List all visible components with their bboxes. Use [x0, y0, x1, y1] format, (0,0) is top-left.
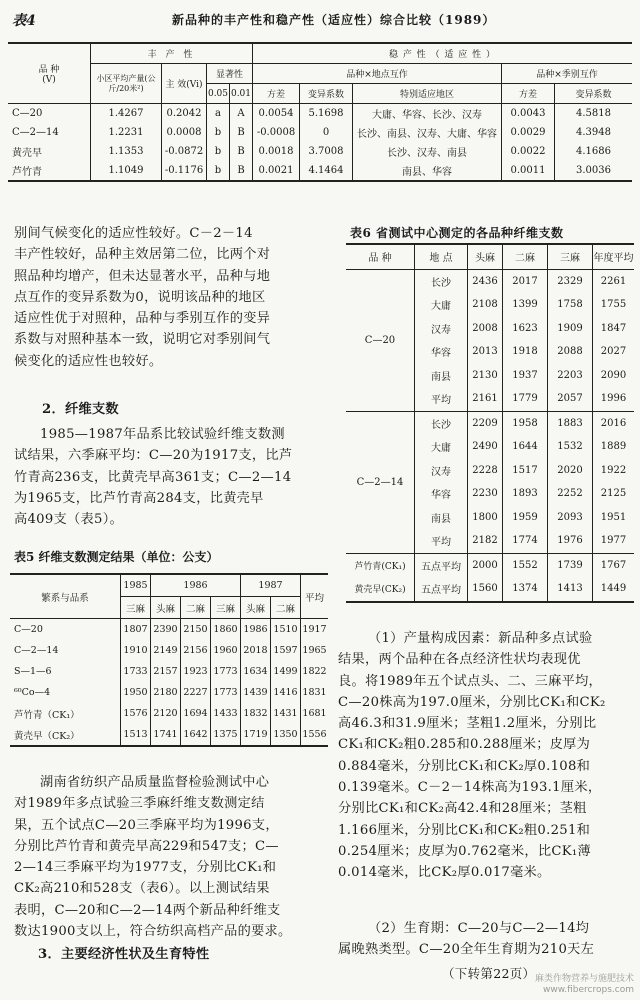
t5-cell: 1719	[241, 724, 271, 746]
t4-cell: -0.1176	[162, 161, 207, 181]
text-line: 竹青高236支，比黄壳早高361支；C—2—14	[14, 469, 292, 485]
t5-cell: 黄壳早（CK₂）	[10, 724, 121, 746]
text-line: 候变化的适应性也较好。	[14, 353, 163, 369]
text-line: 湖南省纺织产品质量监督检验测试中心	[40, 775, 270, 790]
t5-cell: 1733	[121, 661, 151, 682]
t4-h-vl: 品种×地点互作	[253, 64, 502, 84]
t6-cell: 1951	[600, 511, 627, 523]
text-line: 数达1900支以上，符合纺织高档产品的要求。	[14, 924, 292, 940]
t4-h-main: 主 效(Vi)	[162, 64, 207, 104]
t6-cell: 2490	[468, 435, 503, 459]
t5-cell: 2149	[151, 640, 181, 661]
t5-cell: 1416	[271, 682, 301, 703]
text-line: CK₁和CK₂粗0.285和0.288厘米；皮厚为	[338, 737, 591, 753]
t4-h-stab: 稳 产 性 （ 适 应 性 ）	[253, 43, 633, 64]
t5-cell: C—2—14	[10, 640, 121, 661]
t5-h-avg: 平均	[301, 574, 329, 619]
text-line: 对1989年多点试验三季麻纤维支数测定结	[14, 796, 265, 812]
t5-h-family: 繁系与品系	[10, 574, 121, 619]
text-line: 属晚熟类型。C—20全年生育期为210天左	[338, 942, 595, 958]
t6-cell: 1739	[548, 553, 593, 577]
t6-h: 品 种	[346, 244, 415, 269]
t6-cell: 2016	[600, 417, 627, 429]
t4-cell: 长沙、汉寿、南县	[353, 142, 502, 161]
t4-cell: 4.1464	[300, 161, 353, 181]
t4-h-vs: 品种×季别互作	[502, 64, 633, 84]
t6-cell: 1517	[503, 459, 548, 483]
t6-cell: 1893	[503, 482, 548, 506]
t4-cell: 1.4267	[91, 104, 162, 124]
t6-cell: 1959	[503, 506, 548, 530]
t6-cell: 南县	[415, 364, 468, 388]
table4-number: 表4	[12, 13, 36, 29]
t6-cell: 2000	[468, 553, 503, 577]
t6-cell: 2017	[503, 269, 548, 293]
table6-title: 表6 省测试中心测定的各品种纤维支数	[350, 226, 564, 240]
t5-h-1985: 1985	[121, 574, 151, 597]
text-line: 0.139毫米。C－2－14株高为193.1厘米，	[338, 780, 602, 796]
t5-h-sub: 头麻	[151, 597, 181, 619]
t6-cell: 1532	[548, 435, 593, 459]
t5-cell: 1960	[211, 640, 241, 661]
t4-cell: B	[230, 123, 253, 142]
t6-cell: 1922	[600, 464, 627, 476]
t6-cell: 2209	[468, 411, 503, 435]
t5-cell: 2120	[151, 703, 181, 724]
t5-cell: 1965	[302, 645, 327, 656]
t6-cell: 1413	[548, 577, 593, 602]
t6-cell: 1399	[503, 293, 548, 317]
table5-title: 表5 纤维支数测定结果（单位：公支）	[14, 550, 219, 564]
t6-cell: 2230	[468, 482, 503, 506]
text-line: 0.254厘米；皮厚为0.762毫米，比CK₁薄	[338, 843, 591, 859]
t4-cell: 大庸、华容、长沙、汉寿	[353, 104, 502, 124]
t5-cell: 2390	[151, 619, 181, 641]
t5-cell: 1773	[211, 682, 241, 703]
t5-h-sub: 二麻	[181, 597, 211, 619]
t4-cell: -0.0872	[162, 142, 207, 161]
t5-cell: 1910	[121, 640, 151, 661]
t5-h-sub: 头麻	[241, 597, 271, 619]
t6-cell: 2027	[600, 346, 627, 358]
watermark-line: www.fibercrops.com	[543, 985, 634, 995]
t4-h-sig: 显著性	[207, 64, 253, 84]
t4-h-cv: 变异系数	[300, 84, 353, 104]
t6-cell: 1767	[600, 559, 627, 571]
t6-cell: 2436	[468, 269, 503, 293]
t4-h-yield: 丰 产 性	[91, 43, 253, 64]
t6-cell: 芦竹青(CK₁)	[346, 553, 415, 577]
t6-h: 三麻	[548, 244, 593, 269]
t6-cell: 1847	[600, 322, 627, 334]
t5-cell: 1950	[121, 682, 151, 703]
t6-cell: 五点平均	[415, 577, 468, 602]
t4-cell: 0.0018	[253, 142, 300, 161]
t6-cell: 2329	[548, 269, 593, 293]
t4-cell: B	[230, 142, 253, 161]
t6-cell: 2013	[468, 340, 503, 364]
t4-cell: B	[230, 161, 253, 181]
text-line: CK₂高210和528支（表6）。以上测试结果	[14, 881, 270, 897]
text-line: 分别比芦竹青和黄壳早高229和547支；C—	[14, 838, 279, 854]
t6-h: 二麻	[503, 244, 548, 269]
para-right-2	[338, 918, 594, 961]
t6-cell: 汉寿	[415, 459, 468, 483]
t4-cell: b	[207, 142, 230, 161]
text-line: 良。将1989年五个试点头、二、三麻平均，	[338, 673, 603, 689]
t5-cell: 1431	[271, 703, 301, 724]
t6-cell: 南县	[415, 506, 468, 530]
t5-cell: 1642	[181, 724, 211, 746]
t6-cell: 1374	[503, 577, 548, 602]
t5-cell: 1634	[241, 661, 271, 682]
t6-cell: 2108	[468, 293, 503, 317]
section-heading-3: 3．主要经济性状及生育特性	[38, 947, 210, 962]
t5-cell: ⁶⁰Co—4	[10, 682, 121, 703]
text-line: 结果，两个品种在各点经济性状均表现优	[338, 652, 581, 668]
t4-cell: b	[207, 161, 230, 181]
para-left-1	[14, 223, 270, 372]
t5-cell: 1513	[121, 724, 151, 746]
text-line: 点互作的变异系数为0，说明该品种的地区	[14, 289, 266, 305]
t6-cell: 长沙	[415, 269, 468, 293]
text-line: （1）产量构成因素：新品种多点试验	[368, 631, 593, 646]
t4-cell: 4.3948	[576, 127, 611, 138]
t4-cell: 0.0043	[502, 104, 555, 124]
t6-cell: 华容	[415, 482, 468, 506]
t5-cell: 1773	[211, 661, 241, 682]
t4-cell: 1.2231	[91, 123, 162, 142]
t6-cell: 2008	[468, 317, 503, 341]
watermark	[535, 974, 634, 996]
t5-cell: 1860	[211, 619, 241, 641]
t5-cell: 1499	[271, 661, 301, 682]
para-left-3	[14, 772, 292, 942]
t4-h-variety2: (V)	[42, 75, 56, 85]
t6-cell: 2125	[600, 488, 627, 500]
t4-cell: b	[207, 123, 230, 142]
text-line: 丰产性较好，品种主效居第二位，比两个对	[14, 247, 271, 263]
t4-h-special: 特别适应地区	[353, 84, 502, 104]
t4-cell: C—20	[8, 104, 91, 124]
t4-cell: 长沙、南县、汉寿、大庸、华容	[353, 123, 502, 142]
t5-cell: 1510	[271, 619, 301, 641]
t4-cell: 黄壳早	[8, 142, 91, 161]
t6-cell: 1958	[503, 411, 548, 435]
t5-cell: 2180	[151, 682, 181, 703]
t6-cell: 2088	[548, 340, 593, 364]
t5-cell: 2227	[181, 682, 211, 703]
table6	[346, 243, 634, 603]
t6-cell: 1800	[468, 506, 503, 530]
t5-cell: C—20	[10, 619, 121, 641]
t6-cell: 平均	[415, 529, 468, 553]
t6-group-name: C—20	[346, 269, 415, 411]
t5-cell: 1350	[271, 724, 301, 746]
text-line: C—20株高为197.0厘米，分别比CK₁和CK₂	[338, 694, 606, 710]
t6-cell: 1552	[503, 553, 548, 577]
t4-cell: a	[207, 104, 230, 124]
para-left-2	[14, 424, 292, 530]
t5-h-sub: 三麻	[121, 597, 151, 619]
t6-cell: 2261	[600, 275, 627, 287]
text-line: 分别比CK₁和CK₂高42.4和28厘米；茎粗	[338, 801, 587, 817]
para-right-1	[338, 628, 606, 884]
t5-cell: 1831	[302, 687, 327, 698]
t6-cell: 大庸	[415, 293, 468, 317]
t4-h-plot: 小区平均产量(公斤/20米²)	[91, 64, 162, 104]
t5-h-1986: 1986	[151, 574, 241, 597]
t6-cell: 2203	[548, 364, 593, 388]
t6-cell: 2252	[548, 482, 593, 506]
t5-cell: 2156	[181, 640, 211, 661]
t4-h-var: 方差	[253, 84, 300, 104]
t4-cell: 0.0011	[502, 161, 555, 181]
t6-cell: 1449	[593, 577, 635, 602]
t6-cell: 2020	[548, 459, 593, 483]
text-line: 高46.3和31.9厘米；茎粗1.2厘米，分别比	[338, 716, 597, 732]
t6-cell: 1779	[503, 387, 548, 411]
t6-h: 地 点	[415, 244, 468, 269]
t6-cell: 1996	[593, 387, 635, 411]
t6-group-name: C—2—14	[346, 411, 415, 553]
t4-cell: 0.0054	[253, 104, 300, 124]
t5-cell: 1556	[301, 724, 329, 746]
t4-h-var2: 方差	[502, 84, 555, 104]
text-line: 为1965支，比芦竹青高284支，比黄壳早	[14, 490, 264, 506]
t6-cell: 五点平均	[415, 553, 468, 577]
t6-cell: 2161	[468, 387, 503, 411]
t4-cell: 南县、华容	[353, 161, 502, 181]
t4-cell: -0.0008	[253, 123, 300, 142]
t5-cell: 1822	[302, 666, 327, 677]
t6-cell: 1937	[503, 364, 548, 388]
t6-h: 头麻	[468, 244, 503, 269]
t6-cell: 1909	[548, 317, 593, 341]
t6-cell: 2182	[468, 529, 503, 553]
t5-cell: 1433	[211, 703, 241, 724]
t6-h: 年度平均	[593, 244, 635, 269]
t6-cell: 1774	[503, 529, 548, 553]
t4-h-05: 0.05	[207, 84, 230, 104]
t4-h-01: 0.01	[230, 84, 253, 104]
t4-cell: 4.1686	[576, 146, 611, 157]
t6-cell: 1560	[468, 577, 503, 602]
t5-cell: 2150	[181, 619, 211, 641]
t5-cell: 1694	[181, 703, 211, 724]
text-line: 0.884毫米，分别比CK₁和CK₂厚0.108和	[338, 758, 591, 774]
t5-cell: 芦竹青（CK₁）	[10, 703, 121, 724]
t5-cell: 2018	[241, 640, 271, 661]
t6-cell: 大庸	[415, 435, 468, 459]
watermark-line: 麻类作物营养与施肥技术	[534, 974, 634, 984]
t6-cell: 1623	[503, 317, 548, 341]
t6-cell: 1976	[548, 529, 593, 553]
t6-cell: 1644	[503, 435, 548, 459]
text-line: 试结果，六季麻平均：C—20为1917支，比芦	[14, 448, 293, 464]
t5-h-1987: 1987	[241, 574, 301, 597]
text-line: 高409支（表5）。	[14, 512, 124, 528]
t6-cell: 2228	[468, 459, 503, 483]
t5-cell: 1832	[241, 703, 271, 724]
t5-cell: 1741	[151, 724, 181, 746]
text-line: 适应性优于对照种，品种与季别互作的变异	[14, 311, 271, 327]
t5-cell: 1439	[241, 682, 271, 703]
text-line: 1985—1987年品系比较试验纤维支数测	[40, 427, 285, 442]
t4-h-cv2: 变异系数	[555, 84, 633, 104]
t4-cell: 0.0022	[502, 142, 555, 161]
table5	[10, 573, 328, 747]
t6-cell: 2130	[468, 364, 503, 388]
t4-cell: A	[230, 104, 253, 124]
t5-cell: S—1—6	[10, 661, 121, 682]
t6-cell: 1758	[548, 293, 593, 317]
t4-cell: 1.1353	[91, 142, 162, 161]
text-line: （2）生育期：C—20与C—2—14均	[368, 921, 590, 936]
t4-h-variety: 品 种	[38, 65, 60, 75]
t6-cell: 1977	[593, 529, 635, 553]
t4-cell: 0.0029	[502, 123, 555, 142]
t4-cell: 0.2042	[162, 104, 207, 124]
t5-cell: 1923	[181, 661, 211, 682]
t5-cell: 1576	[121, 703, 151, 724]
table4	[8, 42, 632, 182]
t5-cell: 1681	[302, 708, 327, 719]
t4-cell: 5.1698	[300, 104, 353, 124]
t5-cell: 1597	[271, 640, 301, 661]
t6-cell: 汉寿	[415, 317, 468, 341]
t6-cell: 2057	[548, 387, 593, 411]
text-line: 别间气候变化的适应性较好。C－2－14	[14, 226, 253, 241]
t6-cell: 黄壳早(CK₂)	[346, 577, 415, 602]
text-line: 果，五个试点C—20三季麻平均为1996支，	[14, 817, 279, 833]
t4-cell: 3.7008	[300, 142, 353, 161]
t6-cell: 1889	[600, 441, 627, 453]
text-line: 系数与对照种基本一致，说明它对季别间气	[14, 332, 271, 348]
t6-cell: 长沙	[415, 411, 468, 435]
t4-cell: C—2—14	[8, 123, 91, 142]
t5-h-sub: 三麻	[211, 597, 241, 619]
text-line: 照品种均增产，但未达显著水平，品种与地	[14, 268, 271, 284]
t4-cell: 3.0036	[555, 161, 633, 181]
t4-cell: 芦竹青	[8, 161, 91, 181]
text-line: 0.014毫米，比CK₂厚0.017毫米。	[338, 865, 551, 881]
t5-cell: 1807	[121, 619, 151, 641]
t6-cell: 1918	[503, 340, 548, 364]
t5-h-sub: 二麻	[271, 597, 301, 619]
t6-cell: 1883	[548, 411, 593, 435]
t4-cell: 1.1049	[91, 161, 162, 181]
t5-cell: 1986	[241, 619, 271, 641]
t6-cell: 2090	[600, 369, 627, 381]
text-line: 2—14三季麻平均为1977支，分别比CK₁和	[14, 860, 277, 876]
t5-cell: 1917	[302, 624, 327, 635]
t6-cell: 2093	[548, 506, 593, 530]
t4-cell: 0.0008	[162, 123, 207, 142]
table4-title: 新品种的丰产性和稳产性（适应性）综合比较（1989）	[172, 13, 496, 27]
t4-cell: 0.0021	[253, 161, 300, 181]
t6-cell: 华容	[415, 340, 468, 364]
t6-cell: 1755	[600, 299, 627, 311]
text-line: 1.166厘米，分别比CK₁和CK₂粗0.251和	[338, 822, 591, 838]
t5-cell: 1375	[211, 724, 241, 746]
text-line: 表明，C—20和C—2—14两个新品种纤维支	[14, 902, 281, 918]
section-heading-2: 2．纤维支数	[42, 402, 119, 417]
t6-cell: 平均	[415, 387, 468, 411]
t4-cell: 4.5818	[576, 108, 611, 119]
t5-cell: 2157	[151, 661, 181, 682]
continued-note: （下转第22页）	[442, 966, 536, 981]
t4-cell: 0	[300, 123, 353, 142]
